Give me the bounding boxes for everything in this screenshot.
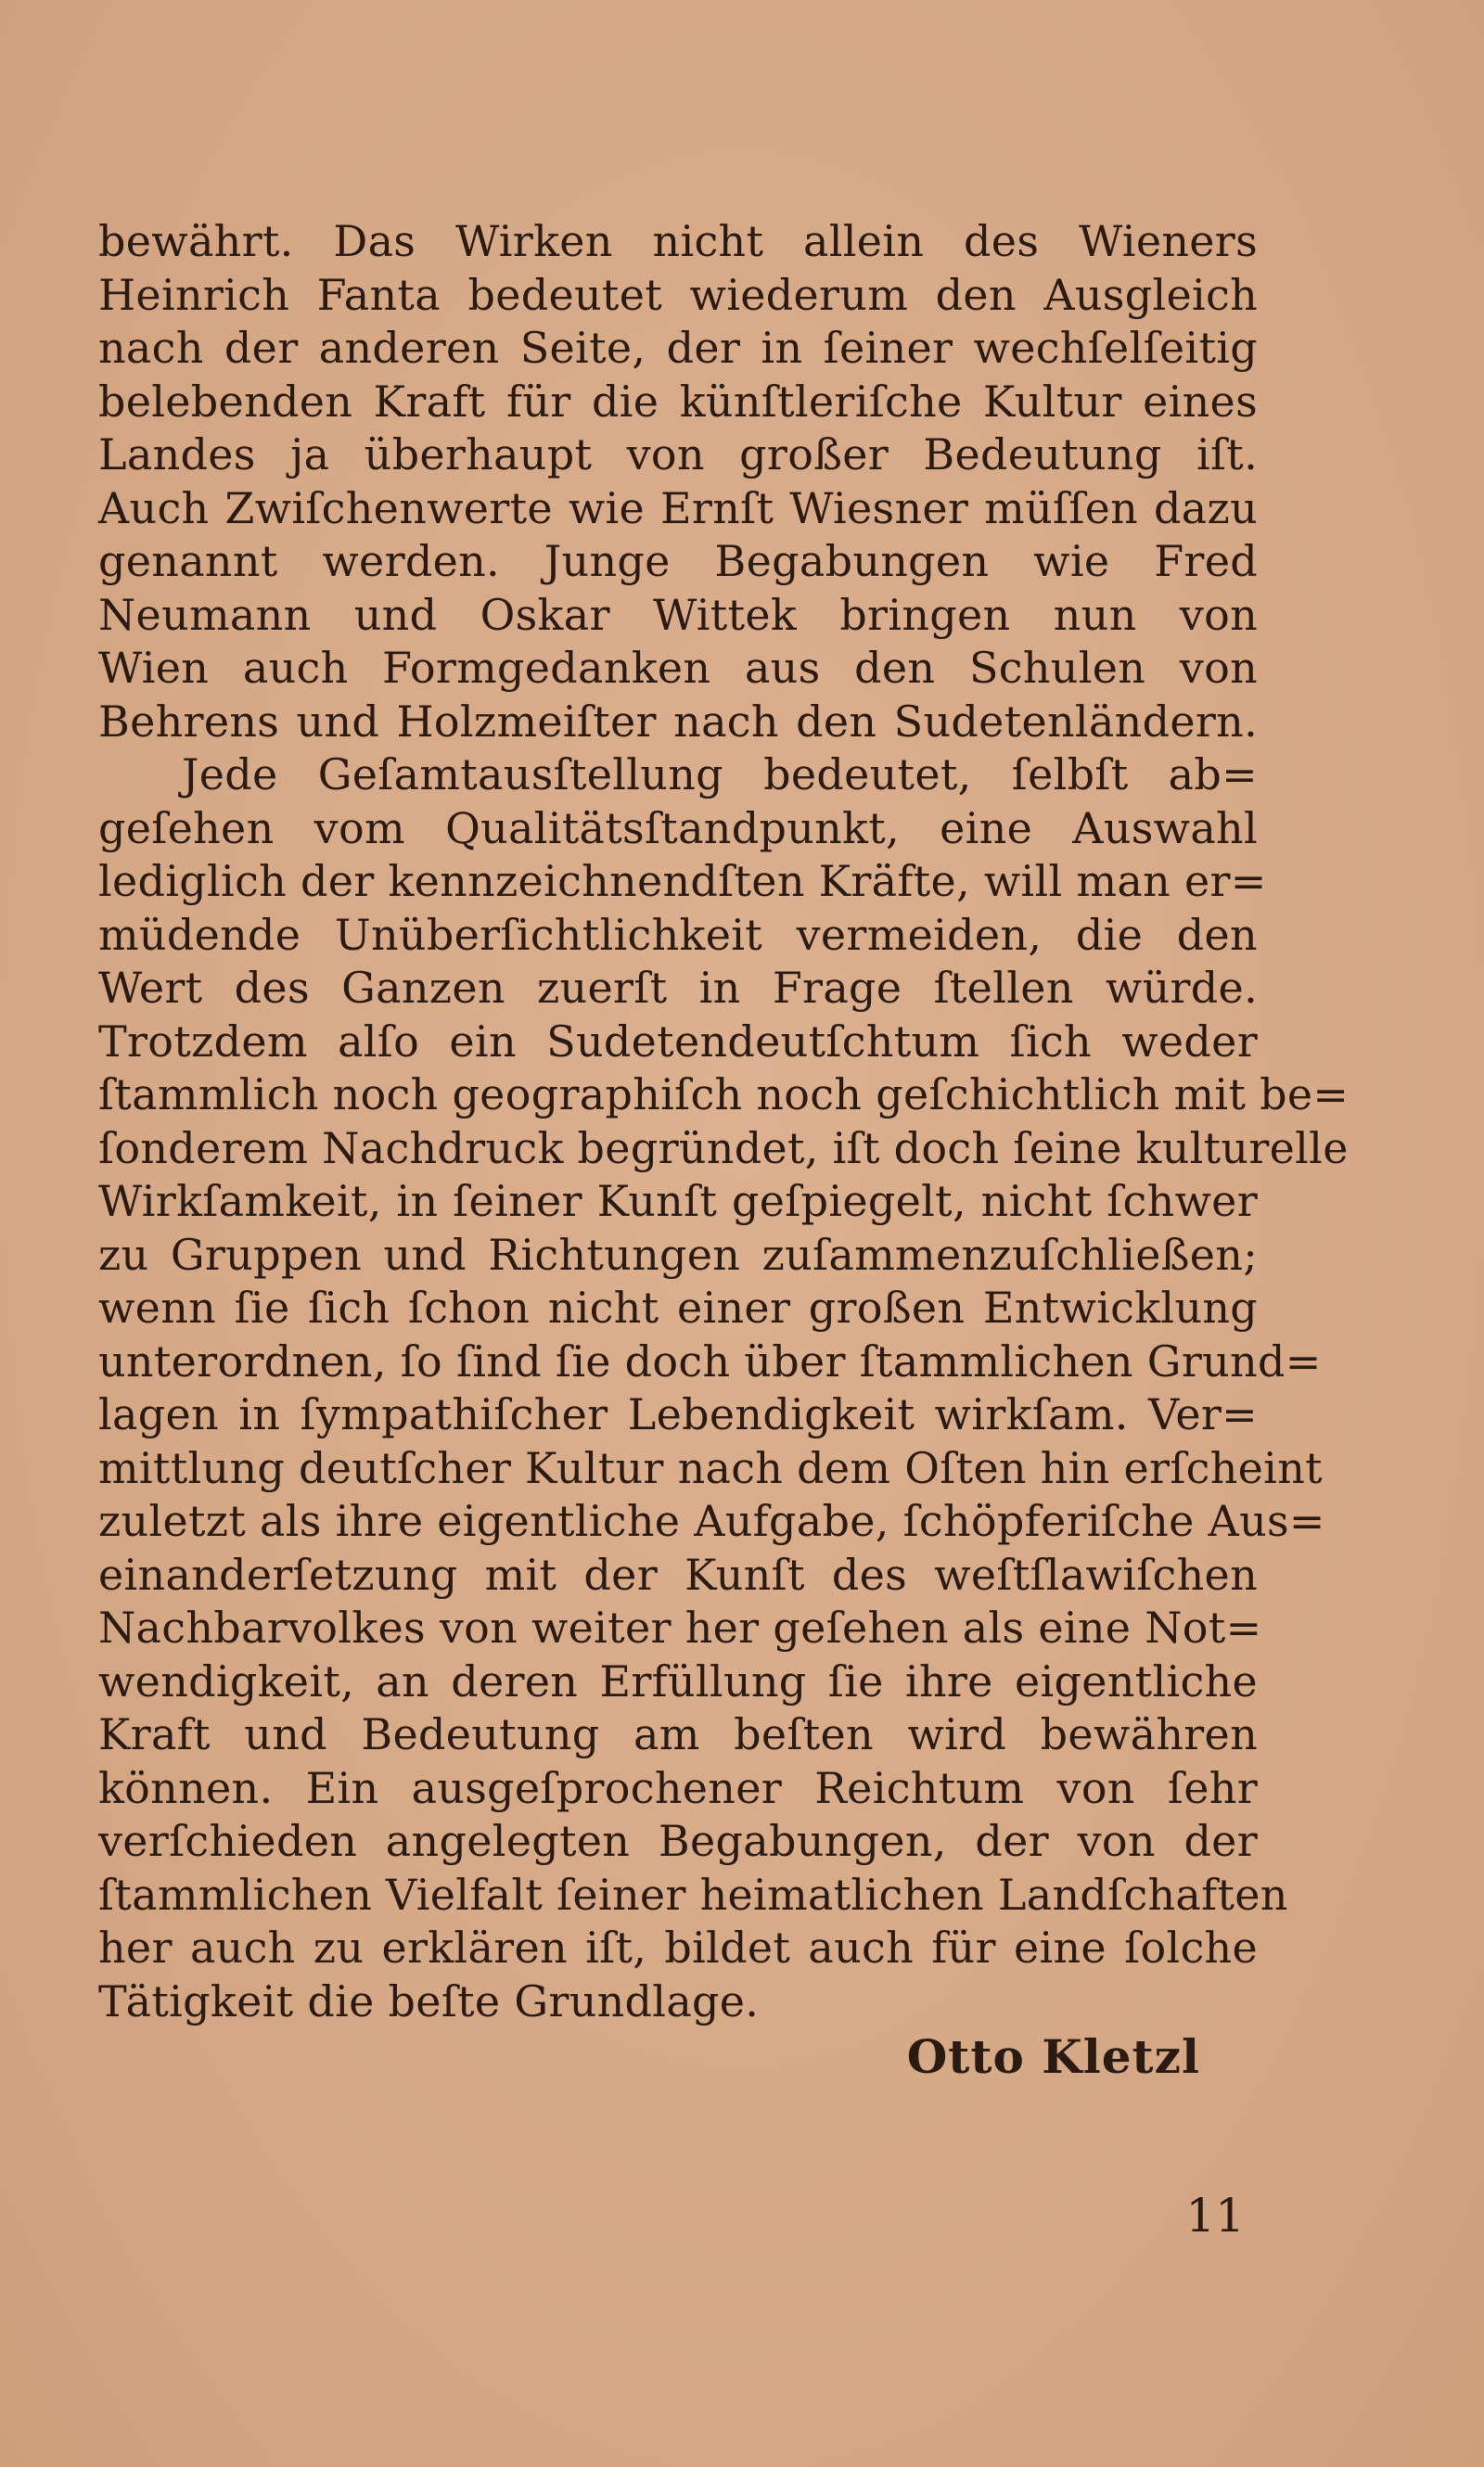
text-line: Wirkſamkeit, in ſeiner Kunſt geſpiegelt, nicht ſchwer	[98, 1176, 1258, 1226]
text-line: Wert des Ganzen zuerſt in Frage ſtellen würde.	[98, 963, 1258, 1013]
author-signature: Otto Kletzl	[906, 2029, 1200, 2084]
text-line: müdende Unüberſichtlichkeit vermeiden, die den	[98, 909, 1258, 960]
text-line: können. Ein ausgeſprochener Reichtum von ſehr	[98, 1762, 1258, 1813]
text-line: ſtammlich noch geographiſch noch geſchichtlich mit be=	[98, 1069, 1350, 1119]
body-text	[98, 215, 1350, 2028]
text-line: Tätigkeit die beſte Grundlage.	[98, 1975, 760, 2026]
text-line: geſehen vom Qualitätsſtandpunkt, eine Auswahl	[98, 802, 1258, 853]
text-line: ſonderem Nachdruck begründet, iſt doch ſeine kulturelle	[98, 1122, 1349, 1173]
text-line: nach der anderen Seite, der in ſeiner wechſelſeitig	[98, 323, 1258, 373]
text-line: Neumann und Oskar Wittek bringen nun von	[98, 589, 1258, 640]
text-line: Nachbarvolkes von weiter her geſehen als eine Not=	[98, 1603, 1262, 1653]
text-line: verſchieden angelegten Begabungen, der von der	[98, 1816, 1258, 1866]
text-line: Behrens und Holzmeiſter nach den Sudetenländern.	[98, 696, 1258, 747]
text-line: Auch Zwiſchenwerte wie Ernſt Wiesner müſſen dazu	[98, 482, 1258, 533]
text-line: lagen in ſympathiſcher Lebendigkeit wirkſam. Ver=	[98, 1389, 1258, 1439]
text-line: bewährt. Das Wirken nicht allein des Wieners	[98, 216, 1258, 266]
text-line: her auch zu erklären iſt, bildet auch für eine ſolche	[98, 1923, 1258, 1973]
text-line: lediglich der kennzeichnendſten Kräfte, will man er=	[98, 856, 1267, 906]
page-number: 11	[1185, 2189, 1245, 2243]
text-line: wenn ſie ſich ſchon nicht einer großen Entwicklung	[98, 1283, 1258, 1333]
text-line: Landes ja überhaupt von großer Bedeutung iſt.	[98, 429, 1258, 479]
text-line: mittlung deutſcher Kultur nach dem Oſten hin erſcheint	[98, 1442, 1323, 1493]
text-line: Jede Geſamtausſtellung bedeutet, ſelbſt ab=	[182, 749, 1258, 799]
text-line: Trotzdem alſo ein Sudetendeutſchtum ſich weder	[98, 1016, 1258, 1067]
text-line: Kraft und Bedeutung am beſten wird bewähren	[98, 1709, 1258, 1759]
text-line: wendigkeit, an deren Erfüllung ſie ihre eigentliche	[98, 1655, 1258, 1706]
text-line: einanderſetzung mit der Kunſt des weſtſlawiſchen	[98, 1549, 1258, 1600]
text-line: Wien auch Formgedanken aus den Schulen von	[98, 643, 1258, 693]
text-line: unterordnen, ſo ſind ſie doch über ſtammlichen Grund=	[98, 1336, 1322, 1387]
text-line: Heinrich Fanta bedeutet wiederum den Ausgleich	[98, 269, 1258, 320]
text-line: ſtammlichen Vielfalt ſeiner heimatlichen Landſchaften	[98, 1869, 1288, 1920]
text-line: belebenden Kraft für die künſtleriſche Kultur eines	[98, 376, 1258, 427]
text-line: zu Gruppen und Richtungen zuſammenzuſchließen;	[98, 1229, 1258, 1280]
text-line: zuletzt als ihre eigentliche Aufgabe, ſchöpferiſche Aus=	[98, 1496, 1325, 1546]
text-line: genannt werden. Junge Begabungen wie Fred	[98, 536, 1258, 586]
